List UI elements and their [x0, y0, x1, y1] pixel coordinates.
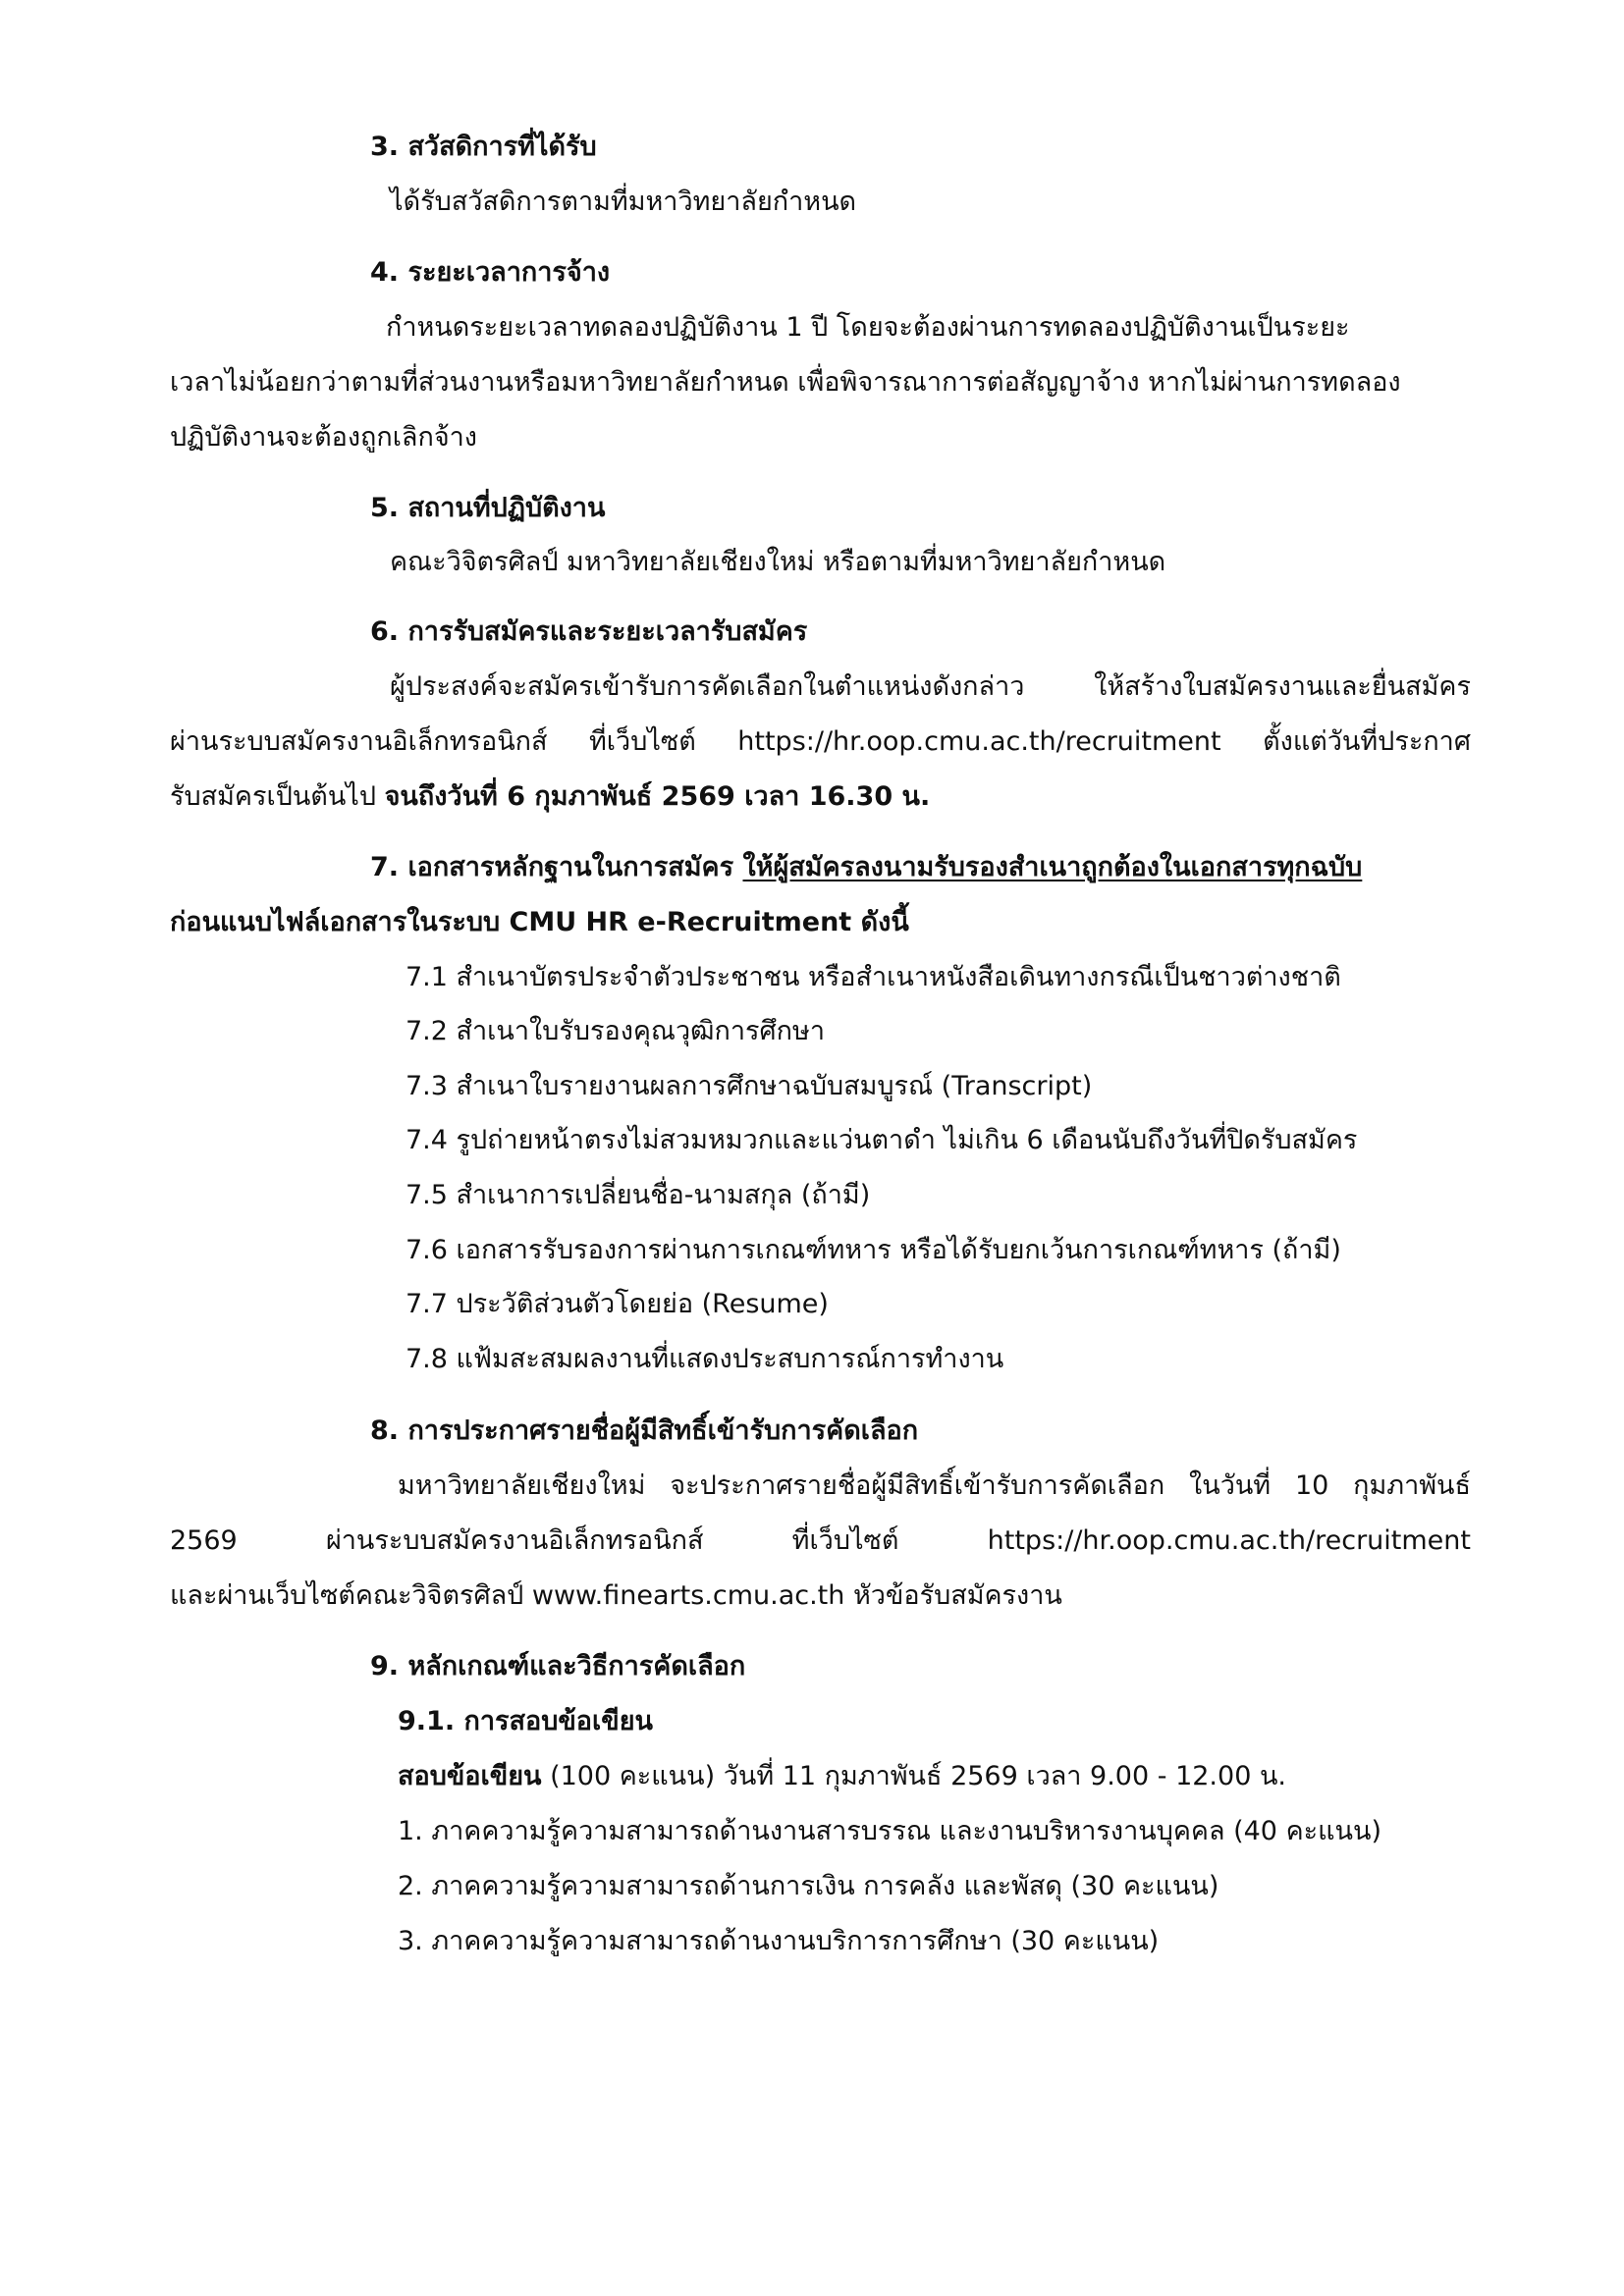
recruitment-url: https://hr.oop.cmu.ac.th/recruitment [987, 1525, 1471, 1556]
section-6-line-3-part-a: รับสมัครเป็นต้นไป [170, 781, 385, 812]
section-5-body: คณะวิจิตรศิลป์ มหาวิทยาลัยเชียงใหม่ หรือตามที่มหาวิทยาลัยกำหนด [390, 547, 1166, 577]
document-item: 7.5 สำเนาการเปลี่ยนชื่อ-นามสกุล (ถ้ามี) [406, 1180, 871, 1210]
section-8-heading: 8. การประกาศรายชื่อผู้มีสิทธิ์เข้ารับการคัดเลือก [370, 1415, 919, 1446]
section-6-line-1-part-a: ผู้ประสงค์จะสมัครเข้ารับการคัดเลือกในตำแหน่งดังกล่าว [390, 671, 1025, 702]
section-8-line-1-part-e: กุมภาพันธ์ [1353, 1470, 1471, 1501]
section-8-line-1-part-a: มหาวิทยาลัยเชียงใหม่ [398, 1470, 646, 1501]
section-6-line-2-part-a: ผ่านระบบสมัครงานอิเล็กทรอนิกส์ [170, 726, 548, 757]
section-4-line-1: กำหนดระยะเวลาทดลองปฏิบัติงาน 1 ปี โดยจะต้องผ่านการทดลองปฏิบัติงานเป็นระยะ [386, 312, 1350, 343]
section-6-heading: 6. การรับสมัครและระยะเวลารับสมัคร [370, 616, 808, 647]
section-6-line-2 [170, 722, 1471, 762]
recruitment-url: https://hr.oop.cmu.ac.th/recruitment [737, 726, 1221, 757]
exam-info [398, 1757, 1286, 1796]
document-item: 7.1 สำเนาบัตรประจำตัวประชาชน หรือสำเนาหนังสือเดินทางกรณีเป็นชาวต่างชาติ [406, 962, 1341, 992]
section-6-line-1 [390, 667, 1471, 707]
section-6-line-3 [170, 777, 930, 817]
section-8-line-1-part-b: จะประกาศรายชื่อผู้มีสิทธิ์เข้ารับการคัดเลือก [670, 1470, 1165, 1501]
section-8-line-1 [398, 1467, 1471, 1506]
exam-info-detail: (100 คะแนน) วันที่ 11 กุมภาพันธ์ 2569 เวลา 9.00 - 12.00 น. [541, 1761, 1286, 1791]
section-6-line-2-part-d: ตั้งแต่วันที่ประกาศ [1263, 726, 1471, 757]
document-item: 7.4 รูปถ่ายหน้าตรงไม่สวมหมวกและแว่นตาดำ ไม่เกิน 6 เดือนนับถึงวันที่ปิดรับสมัคร [406, 1125, 1358, 1155]
exam-part-item: 2. ภาคความรู้ความสามารถด้านการเงิน การคลัง และพัสดุ (30 คะแนน) [398, 1871, 1219, 1901]
section-8-line-2-part-a: 2569 [170, 1525, 238, 1556]
document-item: 7.6 เอกสารรับรองการผ่านการเกณฑ์ทหาร หรือได้รับยกเว้นการเกณฑ์ทหาร (ถ้ามี) [406, 1235, 1341, 1265]
document-item: 7.8 แฟ้มสะสมผลงานที่แสดงประสบการณ์การทำงาน [406, 1344, 1004, 1374]
exam-info-label: สอบข้อเขียน [398, 1761, 542, 1791]
section-7-heading-line-2: ก่อนแนบไฟล์เอกสารในระบบ CMU HR e-Recruitment ดังนี้ [170, 907, 909, 937]
section-6-line-1-part-b: ให้สร้างใบสมัครงานและยื่นสมัคร [1094, 671, 1471, 702]
exam-part-item: 3. ภาคความรู้ความสามารถด้านงานบริการการศึกษา (30 คะแนน) [398, 1926, 1160, 1956]
section-8-line-2-part-c: ที่เว็บไซต์ [791, 1525, 899, 1556]
section-8-line-2 [170, 1522, 1471, 1561]
section-9-1-heading: 9.1. การสอบข้อเขียน [398, 1706, 653, 1736]
document-item: 7.2 สำเนาใบรับรองคุณวุฒิการศึกษา [406, 1016, 825, 1046]
section-5-heading: 5. สถานที่ปฏิบัติงาน [370, 493, 606, 523]
section-6-line-2-part-b: ที่เว็บไซต์ [589, 726, 696, 757]
section-8-line-1-part-d: 10 [1294, 1470, 1329, 1501]
document-item: 7.3 สำเนาใบรายงานผลการศึกษาฉบับสมบูรณ์ (Transcript) [406, 1071, 1093, 1101]
section-7-heading [370, 848, 1362, 887]
section-8-line-3: และผ่านเว็บไซต์คณะวิจิตรศิลป์ www.finearts.cmu.ac.th หัวข้อรับสมัครงาน [170, 1580, 1062, 1611]
document-item: 7.7 ประวัติส่วนตัวโดยย่อ (Resume) [406, 1289, 829, 1319]
section-4-heading: 4. ระยะเวลาการจ้าง [370, 257, 611, 288]
section-7-heading-title: 7. เอกสารหลักฐานในการสมัคร [370, 852, 743, 882]
application-deadline: จนถึงวันที่ 6 กุมภาพันธ์ 2569 เวลา 16.30 น. [384, 781, 931, 812]
section-7-heading-underlined: ให้ผู้สมัครลงนามรับรองสำเนาถูกต้องในเอกสารทุกฉบับ [742, 852, 1363, 882]
section-8-line-1-part-c: ในวันที่ [1189, 1470, 1272, 1501]
exam-part-item: 1. ภาคความรู้ความสามารถด้านงานสารบรรณ และงานบริหารงานบุคคล (40 คะแนน) [398, 1816, 1381, 1846]
section-4-line-2: เวลาไม่น้อยกว่าตามที่ส่วนงานหรือมหาวิทยาลัยกำหนด เพื่อพิจารณาการต่อสัญญาจ้าง หากไม่ผ่านการทดลอง [170, 367, 1401, 398]
section-9-heading: 9. หลักเกณฑ์และวิธีการคัดเลือก [370, 1651, 746, 1682]
section-3-heading: 3. สวัสดิการที่ได้รับ [370, 132, 597, 162]
section-8-line-2-part-b: ผ่านระบบสมัครงานอิเล็กทรอนิกส์ [325, 1525, 704, 1556]
section-3-body: ได้รับสวัสดิการตามที่มหาวิทยาลัยกำหนด [390, 187, 857, 217]
section-4-line-3: ปฏิบัติงานจะต้องถูกเลิกจ้าง [170, 422, 477, 453]
